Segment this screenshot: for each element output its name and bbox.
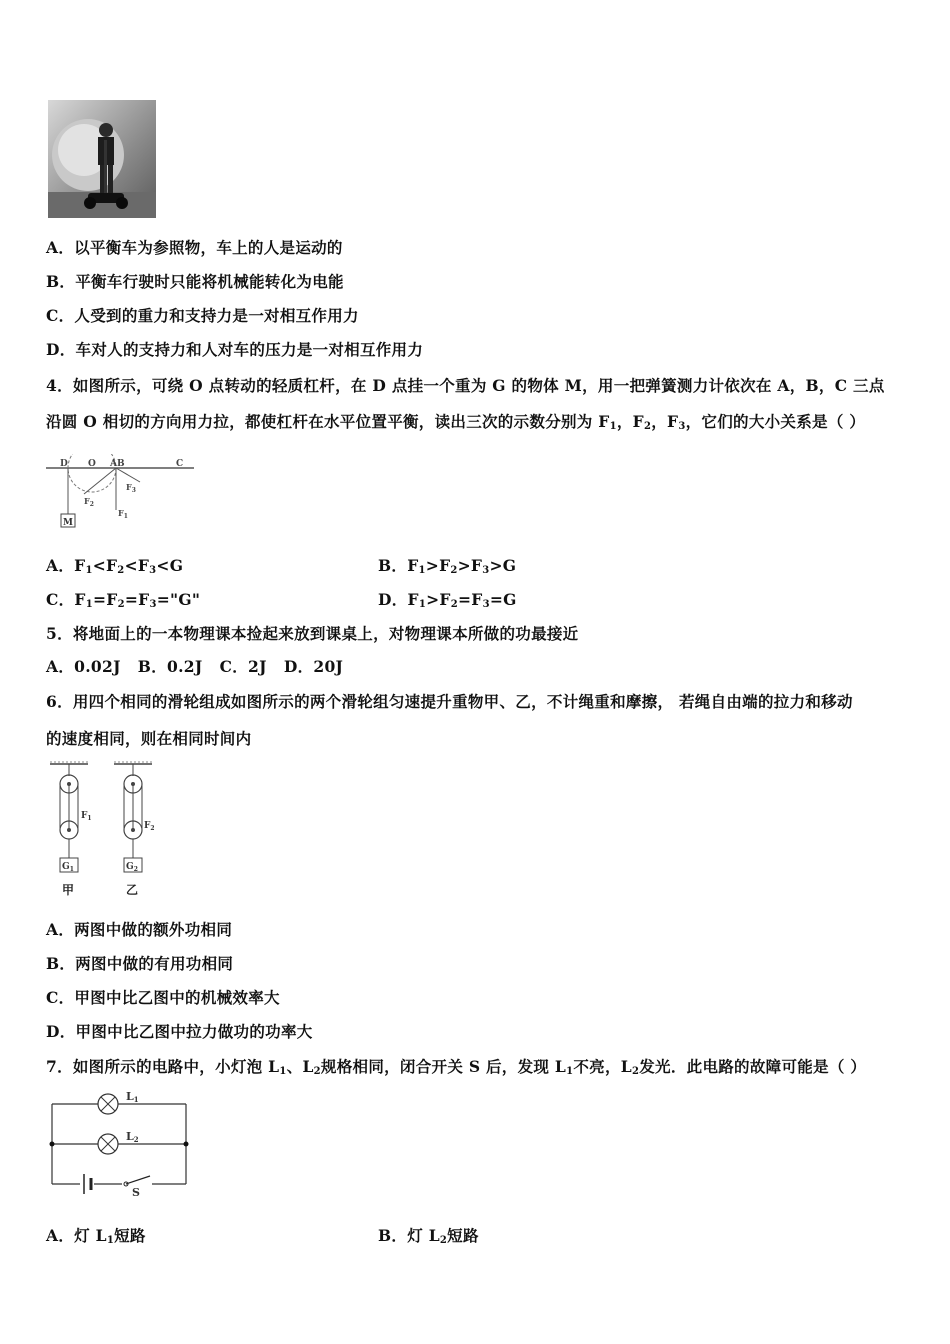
label-f1: $F_1$ [81,811,92,822]
label-o: O [88,459,96,469]
label-g2: $G_2$ [126,862,138,873]
label-m: M [63,518,73,528]
q7-stem: 7．如图所示的电路中，小灯泡 $L_1$、$L_2$规格相同，闭合开关 S 后，发现 $L_1$不亮，$L_2$发光．此电路的故障可能是（ ） [46,1057,867,1077]
q4-option-c: C．$F_1=F_2=F_3="G$" [46,590,201,610]
pulley-figure [44,760,168,904]
q6-stem-line1: 6．用四个相同的滑轮组成如图所示的两个滑轮组匀速提升重物甲、乙，不计绳重和摩擦， 若绳自由端的拉力和移动 [46,692,853,711]
circuit-figure [46,1088,194,1200]
label-f2: $F_2$ [144,821,155,832]
q4-option-d: D．$F_1>F_2=F_3=G$ [378,590,517,610]
q6-option-a: A．两图中做的额外功相同 [46,920,233,939]
q4-stem-line2: 沿圆 O 相切的方向用力拉，都使杠杆在水平位置平衡，读出三次的示数分别为 $F_1$，$F_2$，$F_3$，它们的大小关系是（ ） [46,412,866,432]
q3-option-d: D．车对人的支持力和人对车的压力是一对相互作用力 [46,340,424,359]
q5-options: A．0.02J B．0.2J C．2J D．20J [46,657,344,676]
label-l1: L1 [126,1090,139,1104]
label-yi: 乙 [126,883,139,897]
q3-option-b: B．平衡车行驶时只能将机械能转化为电能 [46,272,344,291]
q6-option-c: C．甲图中比乙图中的机械效率大 [46,988,280,1007]
q7-option-b: B．灯 $L_2$短路 [378,1226,479,1246]
q6-option-b: B．两图中做的有用功相同 [46,954,234,973]
q4-option-a: A．$F_1<F_2<F_3<G$ [46,556,184,576]
label-s: S [132,1186,140,1199]
q4-option-b: B．$F_1>F_2>F_3>G$ [378,556,517,576]
label-f3: $F_3$ [126,482,136,494]
q3-option-c: C．人受到的重力和支持力是一对相互作用力 [46,306,359,325]
label-ab: AB [110,459,125,469]
label-jia: 甲 [62,883,75,897]
label-d: D [60,459,68,469]
label-g1: $G_1$ [62,862,74,873]
q6-option-d: D．甲图中比乙图中拉力做功的功率大 [46,1022,313,1041]
q7-option-a: A．灯 $L_1$短路 [46,1226,146,1246]
label-l2: L2 [126,1130,139,1144]
label-f2: $F_2$ [84,496,94,508]
q5-stem: 5．将地面上的一本物理课本捡起来放到课桌上，对物理课本所做的功最接近 [46,624,579,643]
q4-stem-line1: 4．如图所示，可绕 O 点转动的轻质杠杆，在 D 点挂一个重为 G 的物体 M，用一把弹簧测力计依次在 A，B，C 三点 [46,376,885,395]
label-c: C [176,459,184,469]
q6-stem-line2: 的速度相同，则在相同时间内 [46,729,252,748]
label-f1: $F_1$ [118,508,128,520]
balance-car-photo [48,100,156,218]
q3-option-a: A．以平衡车为参照物，车上的人是运动的 [46,238,343,257]
lever-figure [44,454,200,536]
